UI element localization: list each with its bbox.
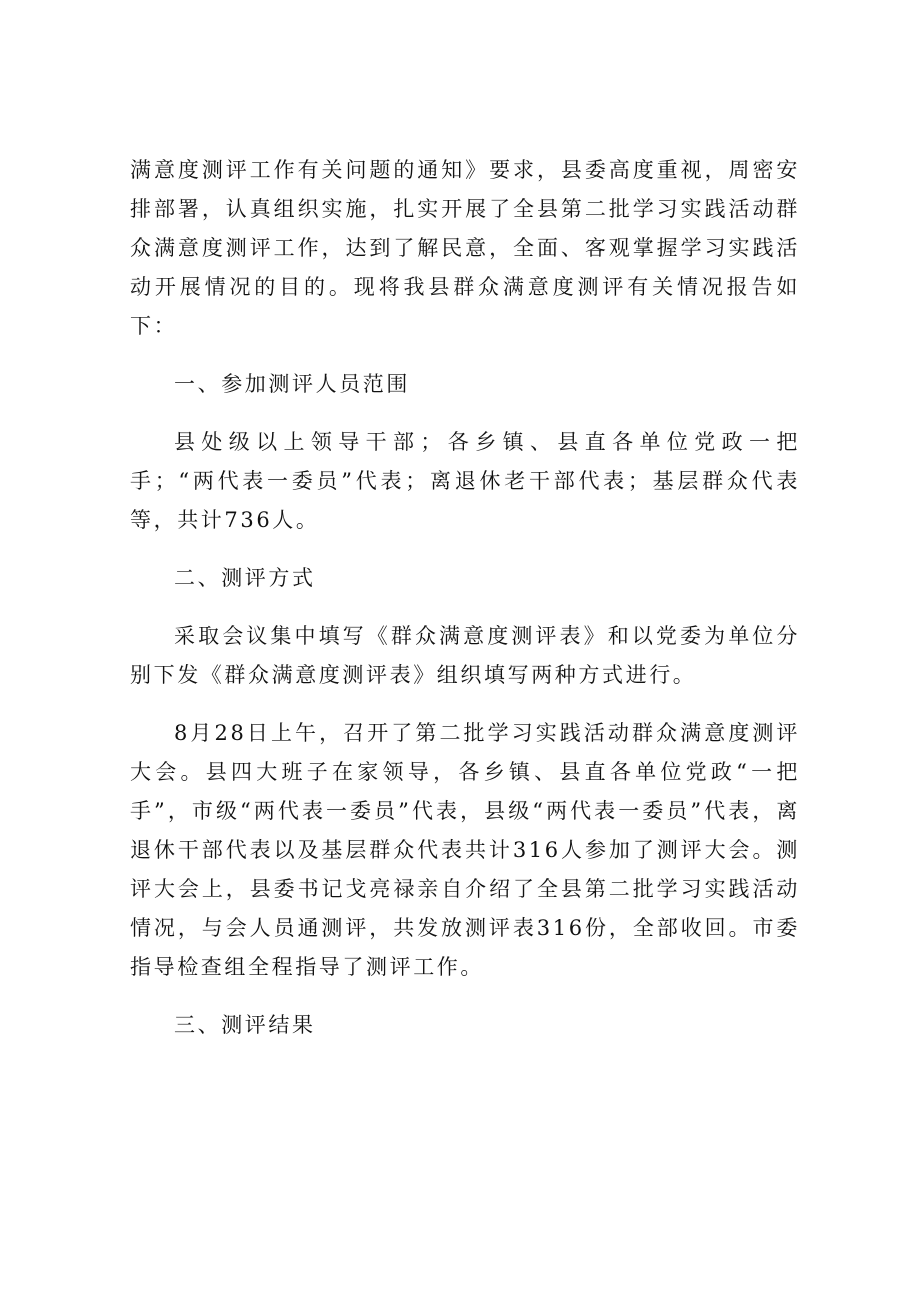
paragraph-intro: 满意度测评工作有关问题的通知》要求，县委高度重视，周密安排部署，认真组织实施，扎实开展了全县第二批学习实践活动群众满意度测评工作，达到了解民意，全面、客观掌握学习实践活动开展情况的目的。现将我县群众满意度测评有关情况报告如下：: [130, 158, 800, 338]
paragraph-participants: 县处级以上领导干部；各乡镇、县直各单位党政一把手；“两代表一委员”代表；离退休老干部代表；基层群众代表等，共计736人。: [130, 430, 800, 532]
section-heading-2: 二、测评方式: [174, 566, 316, 590]
paragraph-meeting: 8月28日上午，召开了第二批学习实践活动群众满意度测评大会。县四大班子在家领导，各乡镇、县直各单位党政“一把手”，市级“两代表一委员”代表，县级“两代表一委员”代表，离退休干部代表以及基层群众代表共计316人参加了测评大会。测评大会上，县委书记戈亮禄亲自介绍了全县第二批学习实践活动情况，与会人员通测评，共发放测评表316份，全部收回。市委指导检查组全程指导了测评工作。: [130, 721, 800, 979]
document-body: [130, 151, 800, 1064]
section-heading-3: 三、测评结果: [174, 1013, 316, 1037]
section-heading-1: 一、参加测评人员范围: [174, 372, 410, 396]
paragraph-method: 采取会议集中填写《群众满意度测评表》和以党委为单位分别下发《群众满意度测评表》组织填写两种方式进行。: [130, 624, 800, 687]
